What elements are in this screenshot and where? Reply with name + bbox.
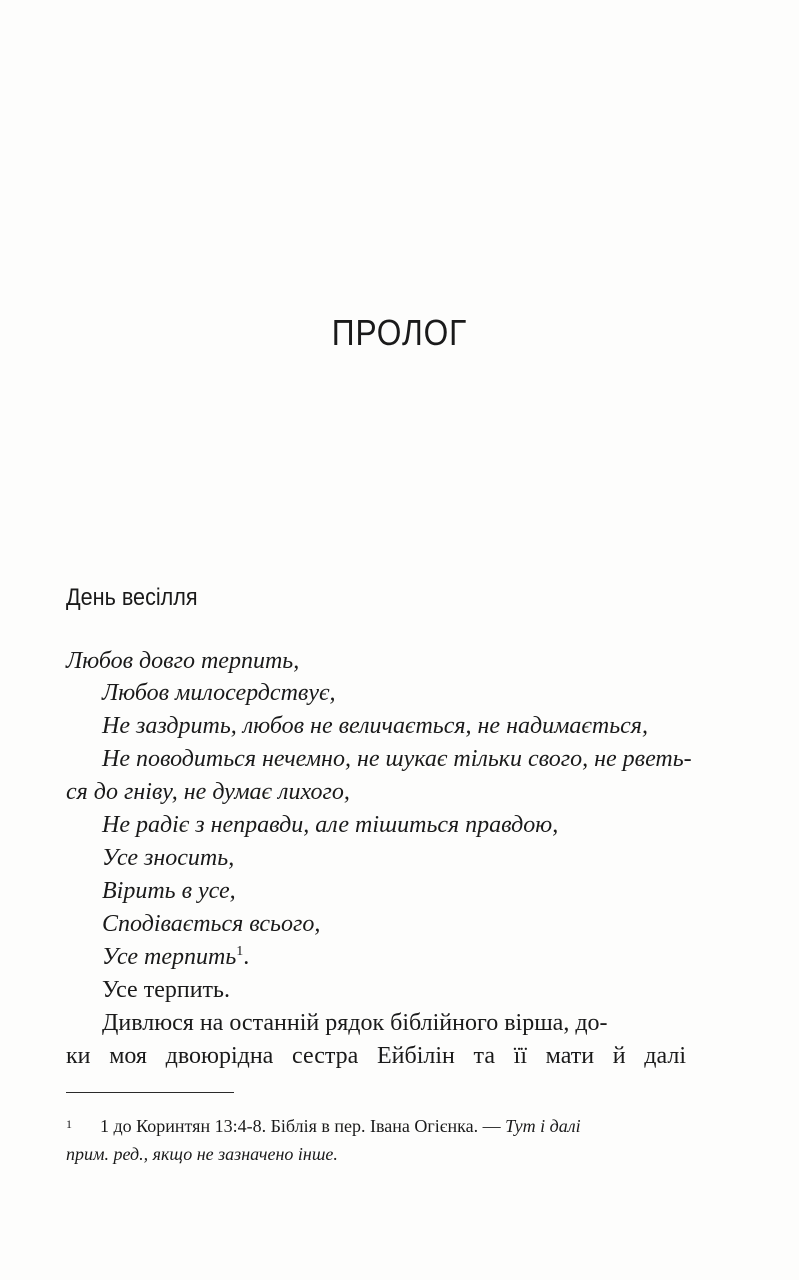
- verse-line: Не поводиться нечемно, не шукає тільки свого, не рветь-: [102, 746, 692, 772]
- verse-last-line: [102, 944, 249, 971]
- verse-line: Любов довго терпить,: [66, 648, 300, 674]
- chapter-title: ПРОЛОГ: [331, 312, 468, 353]
- verse-line-period: .: [243, 944, 250, 970]
- footnote: [66, 1112, 706, 1168]
- verse-line: ся до гніву, не думає лихого,: [66, 779, 350, 805]
- verse-line: Усе терпить: [102, 944, 237, 970]
- verse-line: Не заздрить, любов не величається, не надимається,: [102, 713, 648, 739]
- footnote-marker: 1: [66, 1117, 72, 1131]
- footnote-body: [100, 1112, 706, 1140]
- footnote-body-line2: [66, 1140, 706, 1168]
- verse-line: Сподівається всього,: [102, 911, 321, 937]
- verse-line: Любов милосердствує,: [102, 680, 336, 706]
- body-line: Усе терпить.: [102, 977, 230, 1003]
- verse-line: Не радіє з неправди, але тішиться правдою,: [102, 812, 559, 838]
- body-paragraph-line: Дивлюся на останній рядок біблійного вірша, до-: [102, 1010, 608, 1036]
- footnote-reference[interactable]: 1: [236, 944, 244, 959]
- verse-line: Вірить в усе,: [102, 878, 236, 904]
- section-heading: День весілля: [66, 584, 198, 611]
- footnote-text: 1 до Коринтян 13:4-8. Біблія в пер. Івана Огієнка. —: [100, 1116, 506, 1136]
- body-paragraph-line: ки моя двоюрідна сестра Ейбілін та її мати й далі: [66, 1043, 686, 1069]
- footnote-italic-text: прим. ред., якщо не зазначено інше.: [66, 1144, 338, 1164]
- verse-line: Усе зносить,: [102, 845, 235, 871]
- footnote-italic-text: Тут і далі: [505, 1116, 581, 1136]
- footnote-divider: [66, 1092, 234, 1093]
